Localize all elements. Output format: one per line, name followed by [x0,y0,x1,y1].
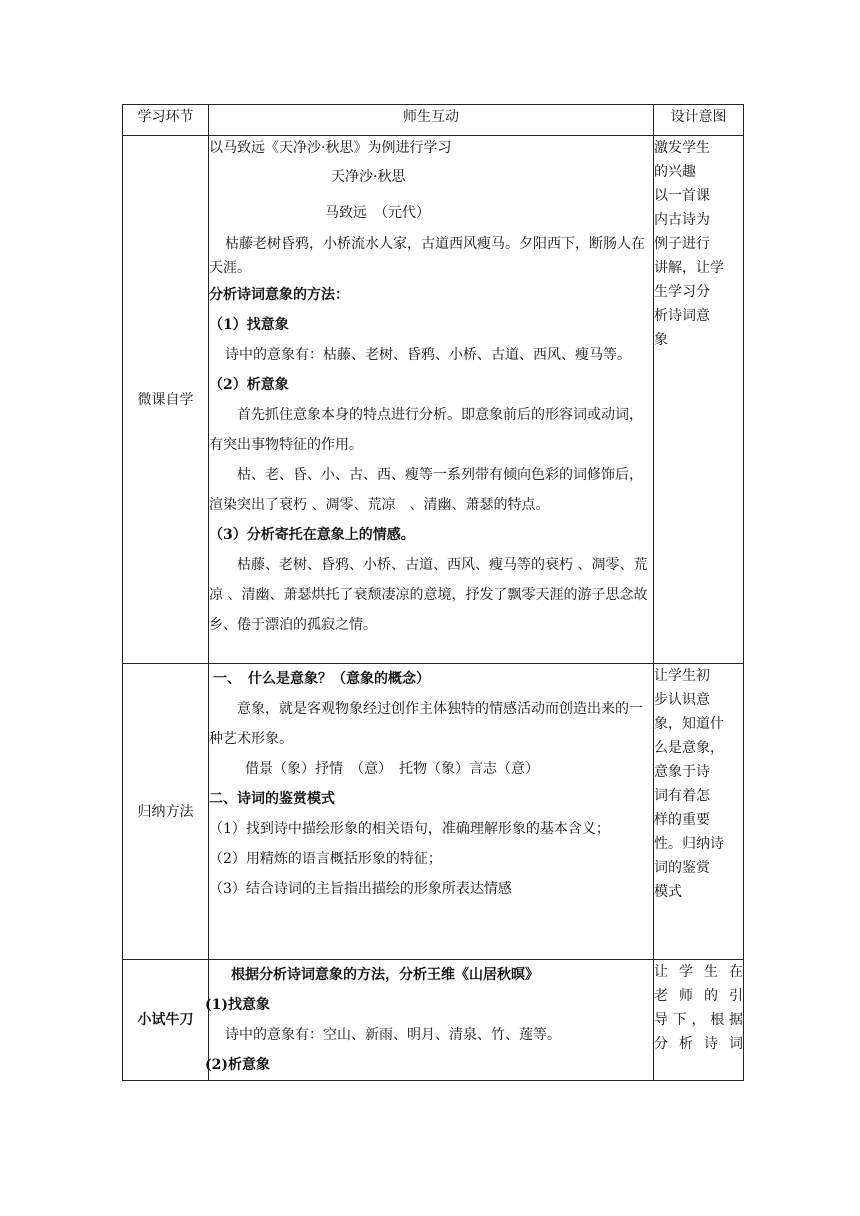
stage-cell: 小试牛刀 [123,960,209,1081]
step-2-text-a: 首先抓住意象本身的特点进行分析。即意象前后的形容词或动词，有突出事物特征的作用。 [209,407,643,453]
intent-line: 模式 [654,884,682,900]
step-1-heading: （1）找意象 [209,317,289,333]
intent-line: 性。归纳诗 [654,836,724,852]
concept-formula: 借景（象）抒情 （意） 托物（象）言志（意） [245,761,539,777]
interaction-cell [209,136,654,664]
intent-line: 分析诗词 [654,1036,743,1052]
intent-line: 老师的引 [654,988,743,1004]
intent-line: 激发学生 [654,140,710,156]
intent-line: 导下，根据 [654,1012,743,1028]
interaction-cell [209,664,654,960]
poem-text: 枯藤老树昏鸦，小桥流水人家，古道西风瘦马。夕阳西下，断肠人在天涯。 [209,236,645,276]
intent-line: 以一首课 [654,188,710,204]
intent-line: 的兴趣 [654,164,696,180]
intent-cell [654,960,744,1081]
table-header-row [123,105,744,136]
concept-heading: 一、 什么是意象？（意象的概念） [213,671,430,687]
intent-line: 让学生初 [654,668,710,684]
intent-line: 样的重要 [654,812,710,828]
intent-line: 让学生在 [654,964,743,980]
practice-step-2: (2)析意象 [205,1057,270,1073]
intent-line: 象 [654,332,668,348]
intent-line: 词的鉴赏 [654,860,710,876]
table-row [123,960,744,1081]
intent-line: 意象于诗 [654,764,710,780]
mode-step-2: （2）用精炼的语言概括形象的特征； [209,851,442,867]
intent-line: 步认识意 [654,692,710,708]
practice-step-1: (1)找意象 [205,997,270,1013]
mode-heading: 二、诗词的鉴赏模式 [209,791,335,807]
step-3-heading: （3）分析寄托在意象上的情感。 [209,527,415,543]
interaction-cell [205,960,654,1081]
stage-cell: 归纳方法 [123,664,209,960]
step-2-heading: （2）析意象 [209,377,289,393]
mode-step-1: （1）找到诗中描绘形象的相关语句，准确理解形象的基本含义； [209,821,610,837]
intent-cell [654,664,744,960]
stage-cell: 微课自学 [123,136,209,664]
intent-line: 内古诗为 [654,212,710,228]
method-heading: 分析诗词意象的方法： [209,287,349,303]
lesson-plan-table [122,104,744,1081]
table-row [123,664,744,960]
intent-line: 象，知道什 [654,716,724,732]
header-stage: 学习环节 [123,105,209,136]
intent-line: 析诗词意 [654,308,710,324]
step-2-text-b: 枯、老、昏、小、古、西、瘦等一系列带有倾向色彩的词修饰后，渲染突出了衰朽 、凋零、荒凉 、清幽、萧瑟的特点。 [209,467,643,513]
intent-line: 例子进行 [654,236,710,252]
intent-cell [654,136,744,664]
practice-step-1-text: 诗中的意象有：空山、新雨、明月、清泉、竹、莲等。 [225,1027,561,1043]
poem-title: 天净沙·秋思 [331,169,406,185]
concept-text: 意象，就是客观物象经过创作主体独特的情感活动而创造出来的一种艺术形象。 [209,701,643,747]
practice-heading: 根据分析诗词意象的方法，分析王维《山居秋暝》 [231,967,539,983]
intro-line: 以马致远《天净沙·秋思》为例进行学习 [209,140,452,156]
intent-line: 么是意象， [654,740,724,756]
poem-author: 马致远 （元代） [325,205,430,221]
intent-line: 词有着怎 [654,788,710,804]
intent-line: 讲解，让学 [654,260,724,276]
header-intent: 设计意图 [654,105,744,136]
mode-step-3: （3）结合诗词的主旨指出描绘的形象所表达情感 [209,881,512,897]
table-row [123,136,744,664]
step-3-text: 枯藤、老树、昏鸦、小桥、古道、西风、瘦马等的衰朽 、凋零、荒凉 、清幽、萧瑟烘托了衰颓凄凉的意境，抒发了飘零天涯的游子思念故乡、倦于漂泊的孤寂之情。 [209,557,648,633]
step-1-text: 诗中的意象有：枯藤、老树、昏鸦、小桥、古道、西风、瘦马等。 [225,347,631,363]
intent-line: 生学习分 [654,284,710,300]
header-interaction: 师生互动 [209,105,654,136]
